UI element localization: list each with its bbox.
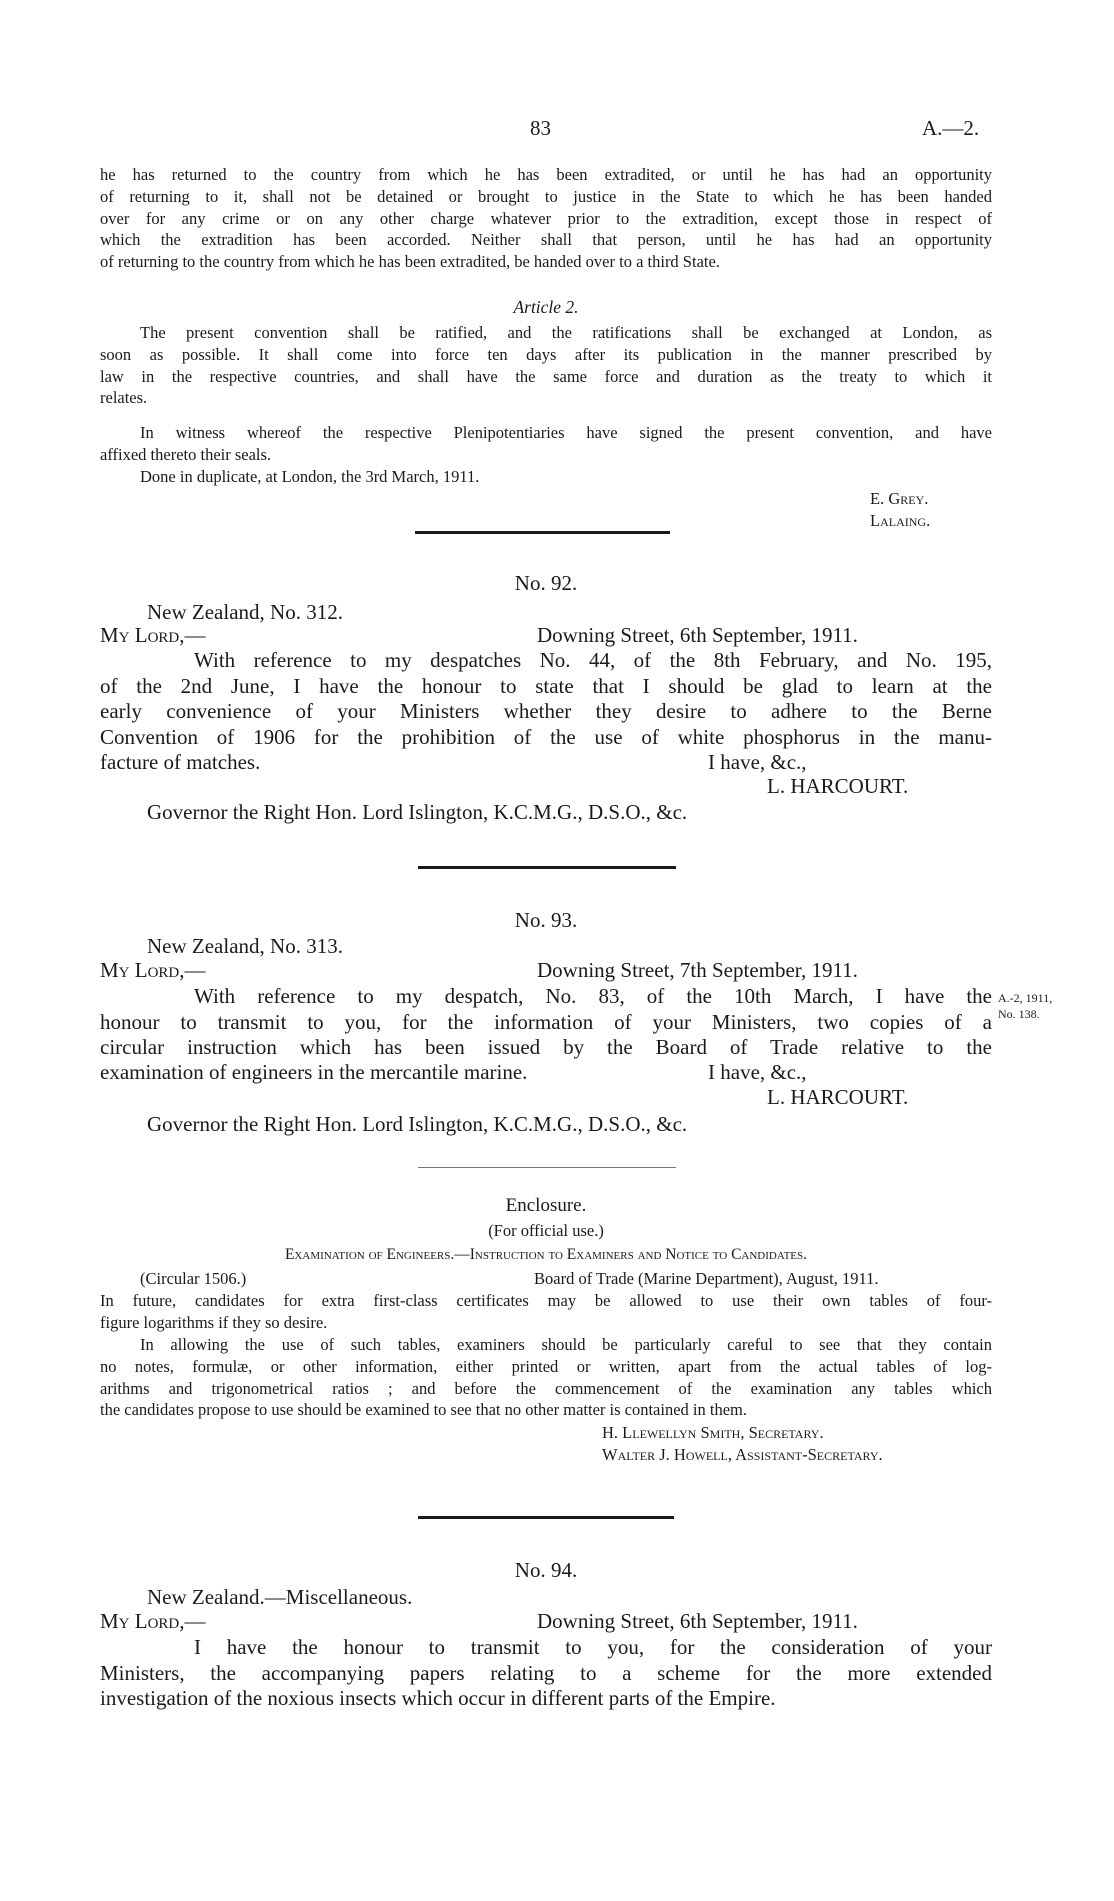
no92-closing: I have, &c., xyxy=(708,750,807,774)
text-line: circular instruction which has been issued by the Board of Trade relative to the xyxy=(100,1035,992,1059)
no92-colony: New Zealand, No. 312. xyxy=(147,600,343,624)
no94-place-date: Downing Street, 6th September, 1911. xyxy=(537,1609,858,1633)
text-line: of the 2nd June, I have the honour to state that I should be glad to learn at the xyxy=(100,673,992,698)
text-line: relates. xyxy=(100,388,148,408)
no93-salutation: My Lord,— xyxy=(100,958,206,982)
no93-closing: I have, &c., xyxy=(708,1060,807,1084)
enclosure-para1 xyxy=(100,1290,992,1334)
enclosure-title: Examination of Engineers.—Instruction to Examiners and Notice to Candidates. xyxy=(284,1246,808,1263)
text-line: In future, candidates for extra first-class certificates may be allowed to use their own tables of four- xyxy=(100,1291,992,1310)
no93-signature: L. HARCOURT. xyxy=(767,1085,909,1109)
no93-place-date: Downing Street, 7th September, 1911. xyxy=(537,958,858,982)
article2-para2 xyxy=(100,422,992,466)
enclosure-heading: Enclosure. xyxy=(505,1195,587,1216)
text-line: Convention of 1906 for the prohibition of the use of white phosphorus in the manu- xyxy=(100,724,992,749)
no92-body xyxy=(100,648,992,750)
text-line: which the extradition has been accorded. Neither shall that person, until he has had an opportunity xyxy=(100,230,992,250)
section-divider xyxy=(415,531,670,534)
no92-last-line: facture of matches. xyxy=(100,750,261,774)
section-divider xyxy=(418,1516,674,1519)
no94-colony: New Zealand.—Miscellaneous. xyxy=(147,1585,413,1609)
no94-salutation: My Lord,— xyxy=(100,1609,206,1633)
text-line: arithms and trigonometrical ratios ; and before the commencement of the examination any tables which xyxy=(100,1378,992,1398)
text-line: of returning to the country from which he has been extradited, be handed over to a third State. xyxy=(100,252,720,272)
no94-body xyxy=(100,1635,992,1712)
page-number: 83 xyxy=(530,116,551,140)
text-line: In witness whereof the respective Plenipotentiaries have signed the present convention, and have xyxy=(140,423,992,442)
article2-para1 xyxy=(100,322,992,409)
enclosure-para2 xyxy=(100,1334,992,1421)
no92-addressee: Governor the Right Hon. Lord Islington, K.C.M.G., D.S.O., &c. xyxy=(147,800,688,824)
text-line: soon as possible. It shall come into force ten days after its publication in the manner prescribed by xyxy=(100,344,992,364)
signatory-grey: E. Grey. xyxy=(870,489,929,508)
no94-heading: No. 94. xyxy=(514,1558,578,1582)
margin-note-line: No. 138. xyxy=(998,1007,1040,1021)
no92-salutation: My Lord,— xyxy=(100,623,206,647)
section-code: A.—2. xyxy=(922,116,980,140)
no92-heading: No. 92. xyxy=(514,571,578,595)
text-line: With reference to my despatch, No. 83, of the 10th March, I have the xyxy=(194,984,992,1008)
text-line: early convenience of your Ministers whether they desire to adhere to the Berne xyxy=(100,699,992,723)
text-line: investigation of the noxious insects which occur in different parts of the Empire. xyxy=(100,1686,776,1710)
no92-signature: L. HARCOURT. xyxy=(767,774,909,798)
article1-continuation xyxy=(100,164,992,273)
section-divider xyxy=(418,866,676,869)
text-line: Ministers, the accompanying papers relating to a scheme for the more extended xyxy=(100,1660,992,1685)
signatory-lalaing: Lalaing. xyxy=(870,511,931,530)
text-line: honour to transmit to you, for the information of your Ministers, two copies of a xyxy=(100,1009,992,1034)
done-line: Done in duplicate, at London, the 3rd March, 1911. xyxy=(140,467,480,486)
text-line: the candidates propose to use should be examined to see that no other matter is contained in them. xyxy=(100,1400,747,1420)
text-line: over for any crime or on any other charge whatever prior to the extradition, except those in respect of xyxy=(100,208,992,228)
enclosure-divider xyxy=(418,1167,676,1168)
article2-heading: Article 2. xyxy=(513,297,579,317)
no93-margin-note xyxy=(998,990,1052,1022)
no93-colony: New Zealand, No. 313. xyxy=(147,934,343,958)
text-line: he has returned to the country from which he has been extradited, or until he has had an opportunity xyxy=(100,165,992,184)
signature-llewellyn-smith: H. Llewellyn Smith, Secretary. xyxy=(602,1423,824,1442)
text-line: I have the honour to transmit to you, for the consideration of your xyxy=(194,1635,992,1659)
no93-last-line: examination of engineers in the mercantile marine. xyxy=(100,1060,528,1084)
no93-body xyxy=(100,984,992,1061)
enclosure-note: (For official use.) xyxy=(488,1221,604,1240)
text-line: figure logarithms if they so desire. xyxy=(100,1312,328,1332)
enclosure-board: Board of Trade (Marine Department), August, 1911. xyxy=(534,1269,879,1288)
text-line: In allowing the use of such tables, examiners should be particularly careful to see that they contain xyxy=(140,1335,992,1354)
text-line: With reference to my despatches No. 44, of the 8th February, and No. 195, xyxy=(194,648,992,672)
text-line: affixed thereto their seals. xyxy=(100,444,272,464)
no92-place-date: Downing Street, 6th September, 1911. xyxy=(537,623,858,647)
margin-note-line: A.-2, 1911, xyxy=(998,991,1053,1005)
text-line: law in the respective countries, and shall have the same force and duration as the treaty to which it xyxy=(100,366,992,386)
text-line: of returning to it, shall not be detained or brought to justice in the State to which he has been handed xyxy=(100,186,992,206)
signature-howell: Walter J. Howell, Assistant-Secretary. xyxy=(602,1445,883,1464)
text-line: The present convention shall be ratified, and the ratifications shall be exchanged at London, as xyxy=(140,323,992,342)
no93-heading: No. 93. xyxy=(514,908,578,932)
text-line: no notes, formulæ, or other information, either printed or written, apart from the actual tables of log- xyxy=(100,1356,992,1376)
enclosure-circular: (Circular 1506.) xyxy=(140,1269,247,1288)
no93-addressee: Governor the Right Hon. Lord Islington, K.C.M.G., D.S.O., &c. xyxy=(147,1112,688,1136)
